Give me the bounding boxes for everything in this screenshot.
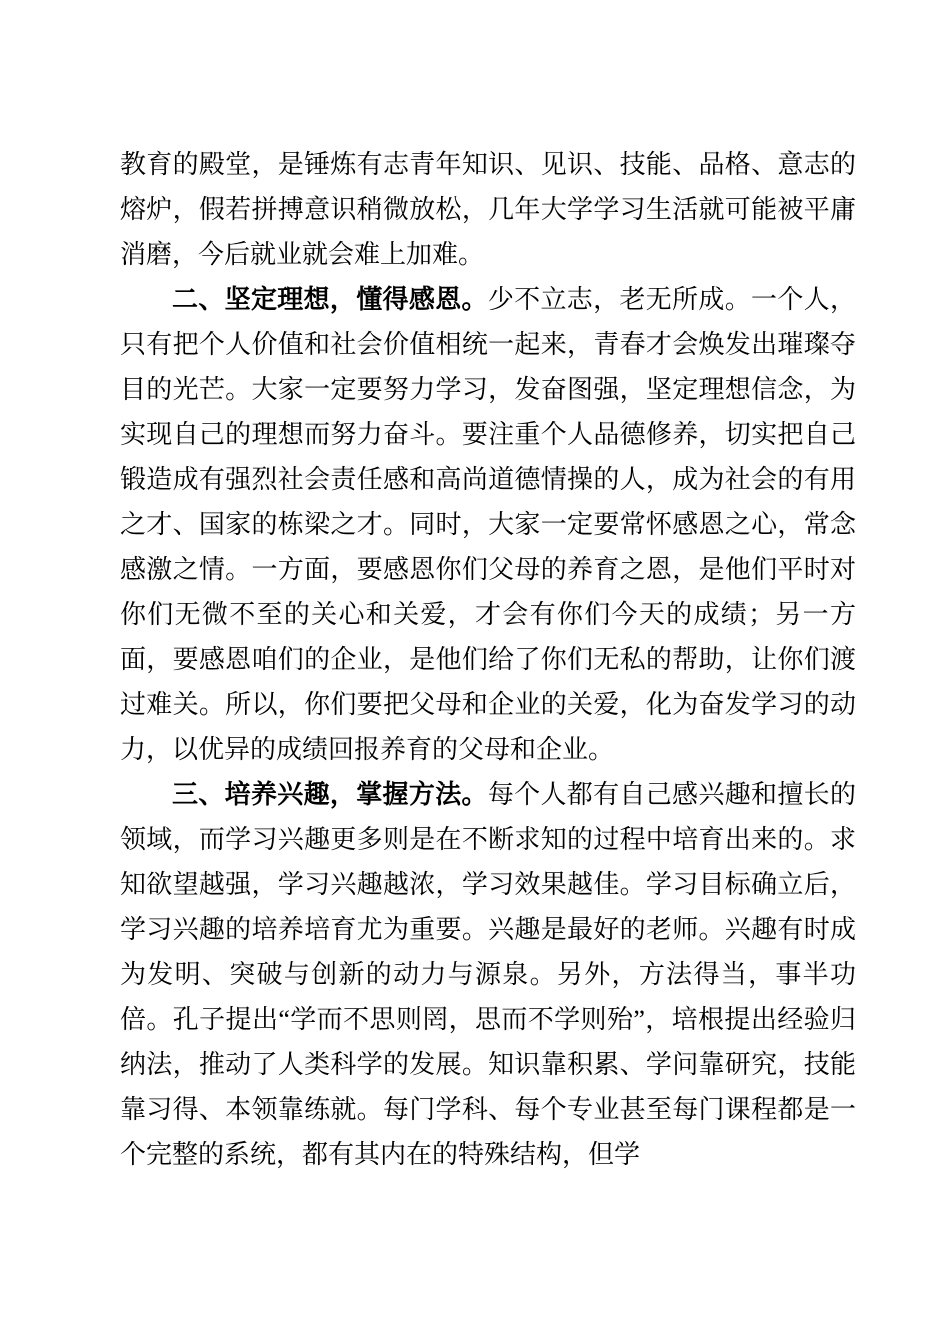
document-body bbox=[120, 142, 856, 1177]
body-text-run: 教育的殿堂，是锤炼有志青年知识、见识、技能、品格、意志的熔炉，假若拼搏意识稍微放松，几年大学学习生活就可能被平庸消磨，今后就业就会难上加难。 bbox=[120, 150, 856, 269]
paragraph-section-3 bbox=[120, 772, 856, 1177]
section-3-heading-run: 三、培养兴趣，掌握方法。 bbox=[172, 779, 488, 809]
body-text-run: 每个人都有自己感兴趣和擅长的领域，而学习兴趣更多则是在不断求知的过程中培育出来的。求知欲望越强，学习兴趣越浓，学习效果越佳。学习目标确立后，学习兴趣的培养培育尤为重要。兴趣是最好的老师。兴趣有时成为发明、突破与创新的动力与源泉。另外，方法得当，事半功倍。孔子提出“学而不思则罔，思而不学则殆”，培根提出经验归纳法，推动了人类科学的发展。知识靠积累、学问靠研究，技能靠习得、本领靠练就。每门学科、每个专业甚至每门课程都是一个完整的系统，都有其内在的特殊结构，但学 bbox=[120, 780, 856, 1169]
paragraph-section-2 bbox=[120, 277, 856, 772]
body-text-run: 少不立志，老无所成。一个人，只有把个人价值和社会价值相统一起来，青春才会焕发出璀璨夺目的光芒。大家一定要努力学习，发奋图强，坚定理想信念，为实现自己的理想而努力奋斗。要注重个人品德修养，切实把自己锻造成有强烈社会责任感和高尚道德情操的人，成为社会的有用之才、国家的栋梁之才。同时，大家一定要常怀感恩之心，常念感激之情。一方面，要感恩你们父母的养育之恩，是他们平时对你们无微不至的关心和关爱，才会有你们今天的成绩；另一方面，要感恩咱们的企业，是他们给了你们无私的帮助，让你们渡过难关。所以，你们要把父母和企业的关爱，化为奋发学习的动力，以优异的成绩回报养育的父母和企业。 bbox=[120, 285, 856, 764]
paragraph-continuation bbox=[120, 142, 856, 277]
section-2-heading-run: 二、坚定理想，懂得感恩。 bbox=[172, 284, 488, 314]
